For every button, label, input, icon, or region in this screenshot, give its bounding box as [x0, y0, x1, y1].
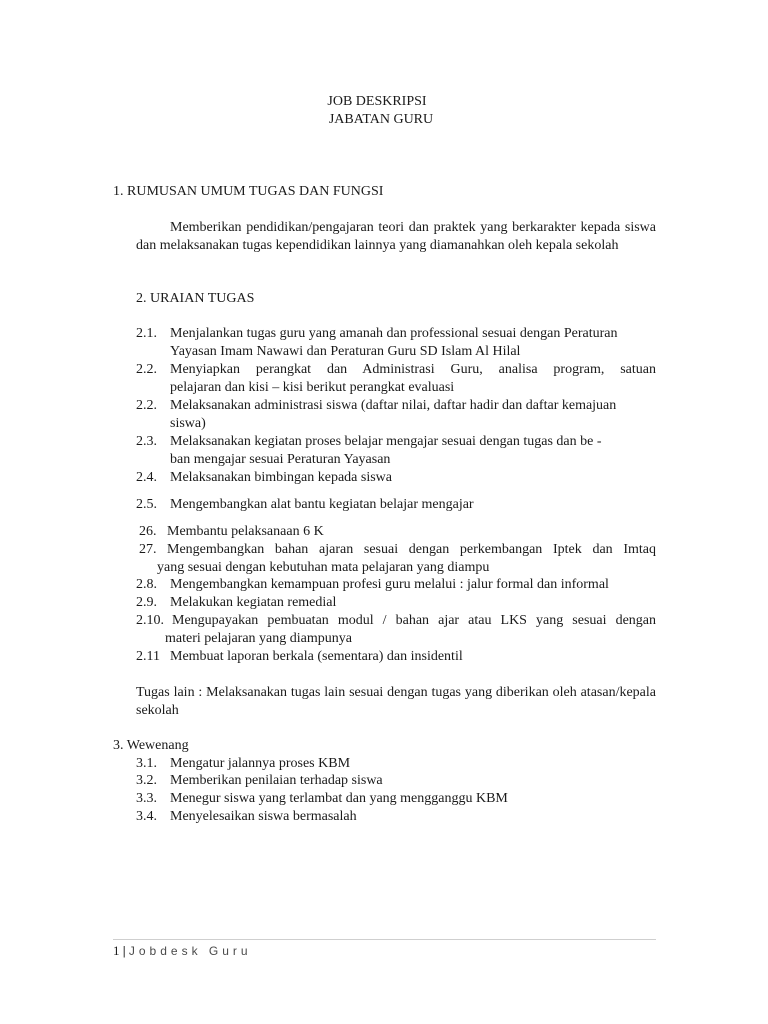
task-line: Mengembangkan kemampuan profesi guru melalui : jalur formal dan informal [170, 577, 609, 592]
task-number: 27. [139, 542, 157, 557]
task-line: Menjalankan tugas guru yang amanah dan professional sesuai dengan Peraturan [170, 326, 618, 341]
task-number: 2.9. [136, 595, 157, 610]
task-number: 2.4. [136, 470, 157, 485]
authority-item: Mengatur jalannya proses KBM [170, 756, 351, 771]
task-line: siswa) [170, 416, 206, 431]
task-line: yang sesuai dengan kebutuhan mata pelajaran yang diampu [157, 560, 490, 575]
task-line: Melakukan kegiatan remedial [170, 595, 337, 610]
authority-number: 3.2. [136, 773, 157, 788]
task-number: 2.1. [136, 326, 157, 341]
footer-divider [113, 939, 656, 940]
task-number: 2.2. [136, 362, 157, 377]
task-line: Mengembangkan bahan ajaran sesuai dengan perkembangan Iptek dan Imtaq [167, 542, 656, 557]
document-subtitle: JABATAN GURU [328, 112, 434, 127]
task-line: Menyiapkan perangkat dan Administrasi Guru, analisa program, satuan [170, 362, 656, 377]
authority-item: Menegur siswa yang terlambat dan yang mengganggu KBM [170, 791, 508, 806]
section1-heading: 1. RUMUSAN UMUM TUGAS DAN FUNGSI [113, 184, 384, 199]
section3-heading: 3. Wewenang [113, 738, 189, 753]
task-line: Melaksanakan administrasi siswa (daftar nilai, daftar hadir dan daftar kemajuan [170, 398, 617, 413]
task-line: Membantu pelaksanaan 6 K [167, 524, 324, 539]
task-line: Melaksanakan kegiatan proses belajar mengajar sesuai dengan tugas dan be - [170, 434, 602, 449]
task-line: Melaksanakan bimbingan kepada siswa [170, 470, 392, 485]
section1-paragraph: Memberikan pendidikan/pengajaran teori dan praktek yang berkarakter kepada siswa dan melaksanakan tugas kependidikan lainnya yang diamanahkan oleh kepala sekolah [136, 220, 656, 253]
task-number: 2.8. [136, 577, 157, 592]
task-line: Yayasan Imam Nawawi dan Peraturan Guru SD Islam Al Hilal [170, 344, 521, 359]
authority-number: 3.1. [136, 756, 157, 771]
section2-heading: 2. URAIAN TUGAS [136, 291, 255, 306]
footer-label: Jobdesk Guru [128, 944, 252, 958]
task-line: Membuat laporan berkala (sementara) dan insidentil [170, 649, 463, 664]
authority-number: 3.4. [136, 809, 157, 824]
footer-separator: | [122, 943, 126, 958]
task-number: 2.2. [136, 398, 157, 413]
document-title: JOB DESKRIPSI [327, 94, 427, 109]
task-number: 26. [139, 524, 157, 539]
task-number: 2.3. [136, 434, 157, 449]
authority-item: Memberikan penilaian terhadap siswa [170, 773, 383, 788]
other-duties-paragraph: Tugas lain : Melaksanakan tugas lain sesuai dengan tugas yang diberikan oleh atasan/kepala sekolah [136, 685, 656, 718]
page-number: 1 [113, 943, 120, 958]
task-line: Mengembangkan alat bantu kegiatan belajar mengajar [170, 497, 474, 512]
authority-item: Menyelesaikan siswa bermasalah [170, 809, 357, 824]
task-line: ban mengajar sesuai Peraturan Yayasan [170, 452, 391, 467]
task-line: materi pelajaran yang diampunya [165, 631, 352, 646]
authority-number: 3.3. [136, 791, 157, 806]
task-number: 2.5. [136, 497, 157, 512]
task-line: Mengupayakan pembuatan modul / bahan ajar atau LKS yang sesuai dengan [172, 613, 656, 628]
page-footer [113, 942, 252, 960]
task-number: 2.10. [136, 613, 164, 628]
task-number: 2.11 [136, 649, 160, 664]
task-line: pelajaran dan kisi – kisi berikut perangkat evaluasi [170, 380, 455, 395]
